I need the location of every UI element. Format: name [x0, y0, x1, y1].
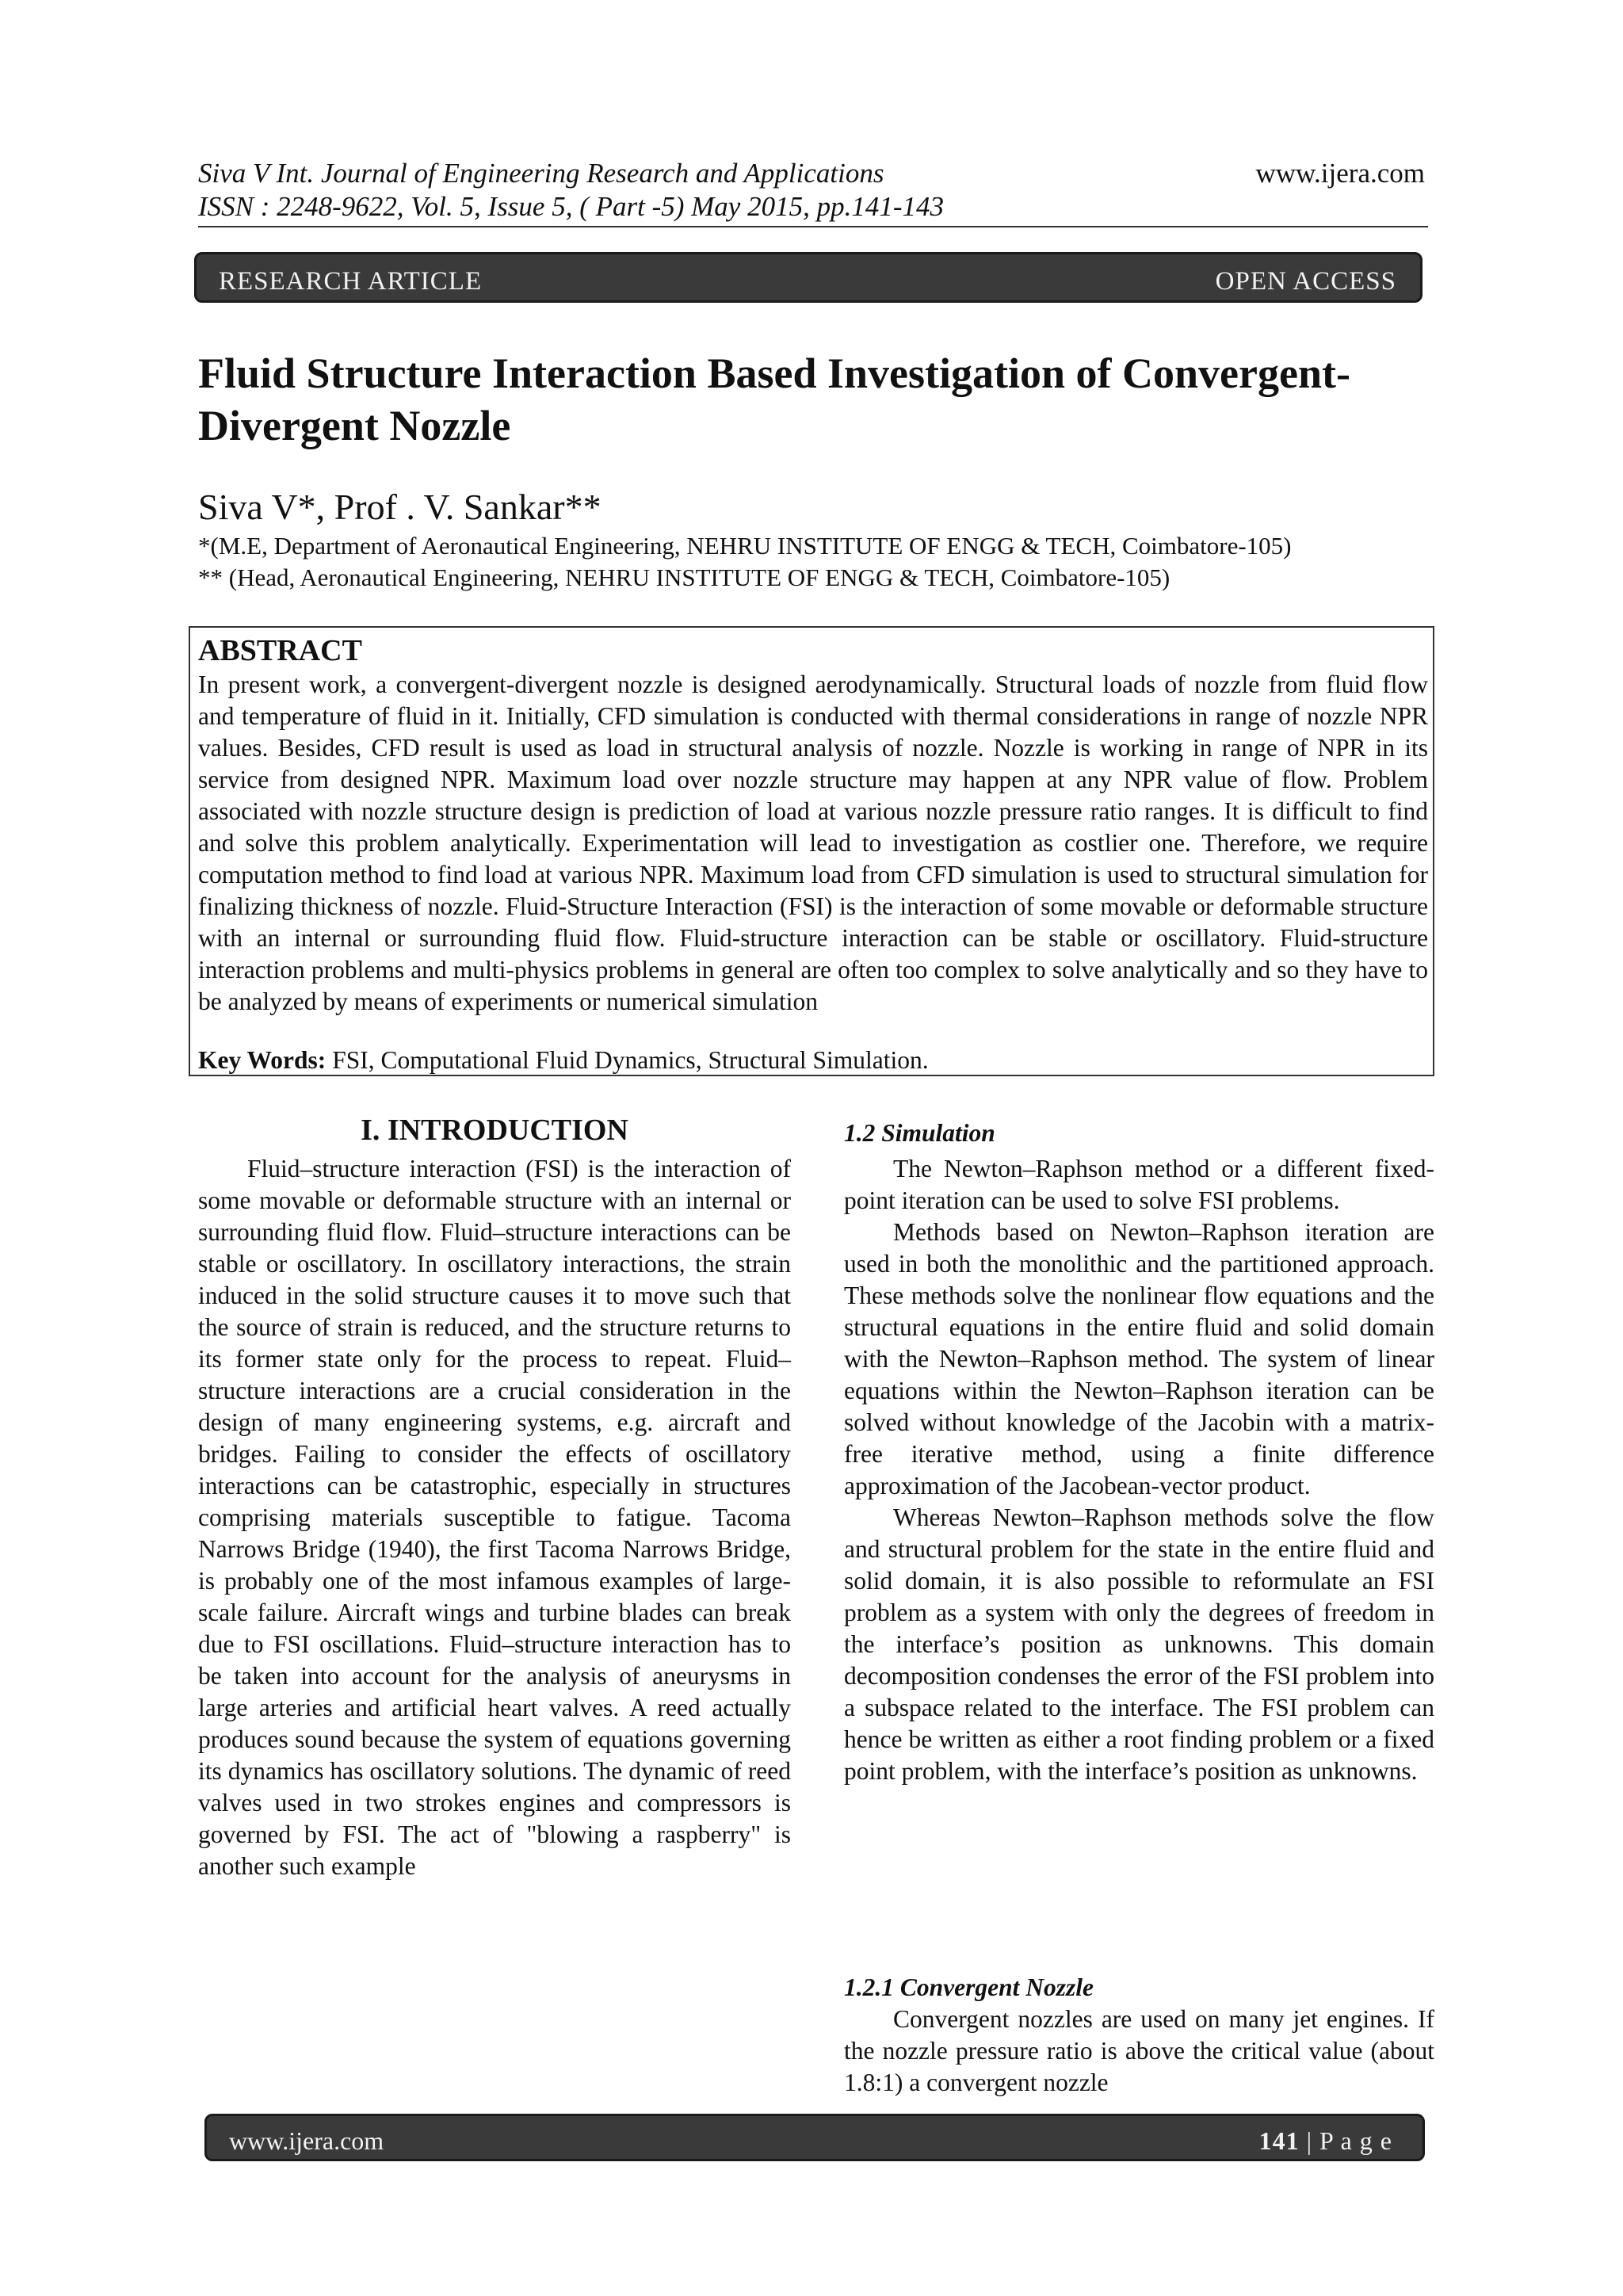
- simulation-paragraph: The Newton–Raphson method or a different fixed-point iteration can be used to solve FSI problems.: [844, 1155, 1434, 1214]
- page-number: [1259, 2126, 1392, 2156]
- article-type-banner: [194, 252, 1423, 303]
- paper-title: Fluid Structure Interaction Based Investigation of Convergent-Divergent Nozzle: [198, 350, 1350, 449]
- header-divider: [198, 226, 1428, 227]
- affiliation-2: ** (Head, Aeronautical Engineering, NEHRU INSTITUTE OF ENGG & TECH, Coimbatore-105): [198, 563, 1170, 591]
- simulation-heading: 1.2 Simulation: [844, 1119, 995, 1147]
- page-number-value: 141: [1258, 2126, 1300, 2155]
- affiliation-1: *(M.E, Department of Aeronautical Engineering, NEHRU INSTITUTE OF ENGG & TECH, Coimbatore-105): [198, 532, 1292, 560]
- introduction-body: [198, 1153, 791, 1882]
- convergent-nozzle-heading: 1.2.1 Convergent Nozzle: [844, 1973, 1094, 2001]
- open-access-label: OPEN ACCESS: [1215, 267, 1396, 296]
- keywords-line: [198, 1045, 929, 1076]
- introduction-heading: I. INTRODUCTION: [361, 1114, 628, 1147]
- keywords-list: FSI, Computational Fluid Dynamics, Structural Simulation.: [326, 1046, 929, 1074]
- simulation-body: [844, 1153, 1434, 1787]
- research-article-label: RESEARCH ARTICLE: [219, 267, 483, 296]
- journal-url[interactable]: www.ijera.com: [1255, 158, 1425, 189]
- introduction-paragraph: Fluid–structure interaction (FSI) is the interaction of some movable or deformable structure with an internal or surrounding fluid flow. Fluid–structure interactions can be stable or oscillatory. In oscillatory interactions, the strain induced in the solid structure causes it to move such that the source of strain is reduced, and the structure returns to its former state only for the process to repeat. Fluid–structure interactions are a crucial consideration in the design of many engineering systems, e.g. aircraft and bridges. Failing to consider the effects of oscillatory interactions can be catastrophic, especially in structures comprising materials susceptible to fatigue. Tacoma Narrows Bridge (1940), the first Tacoma Narrows Bridge, is probably one of the most infamous examples of large-scale failure. Aircraft wings and turbine blades can break due to FSI oscillations. Fluid–structure interaction has to be taken into account for the analysis of aneurysms in large arteries and artificial heart valves. A reed actually produces sound because the system of equations governing its dynamics has oscillatory solutions. The dynamic of reed valves used in two strokes engines and compressors is governed by FSI. The act of "blowing a raspberry" is another such example: [198, 1155, 791, 1880]
- simulation-paragraph: Methods based on Newton–Raphson iteration are used in both the monolithic and the partitioned approach. These methods solve the nonlinear flow equations and the structural equations in the entire fluid and solid domain with the Newton–Raphson method. The system of linear equations within the Newton–Raphson iteration can be solved without knowledge of the Jacobin with a matrix-free iterative method, using a finite difference approximation of the Jacobean-vector product.: [844, 1218, 1434, 1499]
- keywords-label: Key Words:: [198, 1046, 327, 1074]
- abstract-heading: ABSTRACT: [198, 634, 362, 667]
- abstract-text: In present work, a convergent-divergent nozzle is designed aerodynamically. Structural loads of nozzle from fluid flow and temperature of fluid in it. Initially, CFD simulation is conducted with thermal considerations in range of nozzle NPR values. Besides, CFD result is used as load in structural analysis of nozzle. Nozzle is working in range of NPR in its service from designed NPR. Maximum load over nozzle structure may happen at any NPR value of flow. Problem associated with nozzle structure design is prediction of load at various nozzle pressure ratio ranges. It is difficult to find and solve this problem analytically. Experimentation will lead to investigation as costlier one. Therefore, we require computation method to find load at various NPR. Maximum load from CFD simulation is used to structural simulation for finalizing thickness of nozzle. Fluid-Structure Interaction (FSI) is the interaction of some movable or deformable structure with an internal or surrounding fluid flow. Fluid-structure interaction can be stable or oscillatory. Fluid-structure interaction problems and multi-physics problems in general are often too complex to solve analytically and so they have to be analyzed by means of experiments or numerical simulation: [198, 670, 1428, 1015]
- footer-url[interactable]: www.ijera.com: [229, 2126, 384, 2155]
- page-footer: [204, 2114, 1425, 2161]
- page-label: | P a g e: [1299, 2126, 1392, 2155]
- convergent-nozzle-body: [844, 2004, 1434, 2099]
- issn-line: ISSN : 2248-9622, Vol. 5, Issue 5, ( Part -5) May 2015, pp.141-143: [198, 191, 945, 222]
- convergent-nozzle-paragraph: Convergent nozzles are used on many jet engines. If the nozzle pressure ratio is above the critical value (about 1.8:1) a convergent nozzle: [844, 2005, 1434, 2096]
- simulation-paragraph: Whereas Newton–Raphson methods solve the flow and structural problem for the state in the entire fluid and solid domain, it is also possible to reformulate an FSI problem as a system with only the degrees of freedom in the interface’s position as unknowns. This domain decomposition condenses the error of the FSI problem into a subspace related to the interface. The FSI problem can hence be written as either a root finding problem or a fixed point problem, with the interface’s position as unknowns.: [844, 1503, 1434, 1785]
- author-list: Siva V*, Prof . V. Sankar**: [198, 487, 601, 527]
- journal-name: Siva V Int. Journal of Engineering Research and Applications: [198, 158, 884, 189]
